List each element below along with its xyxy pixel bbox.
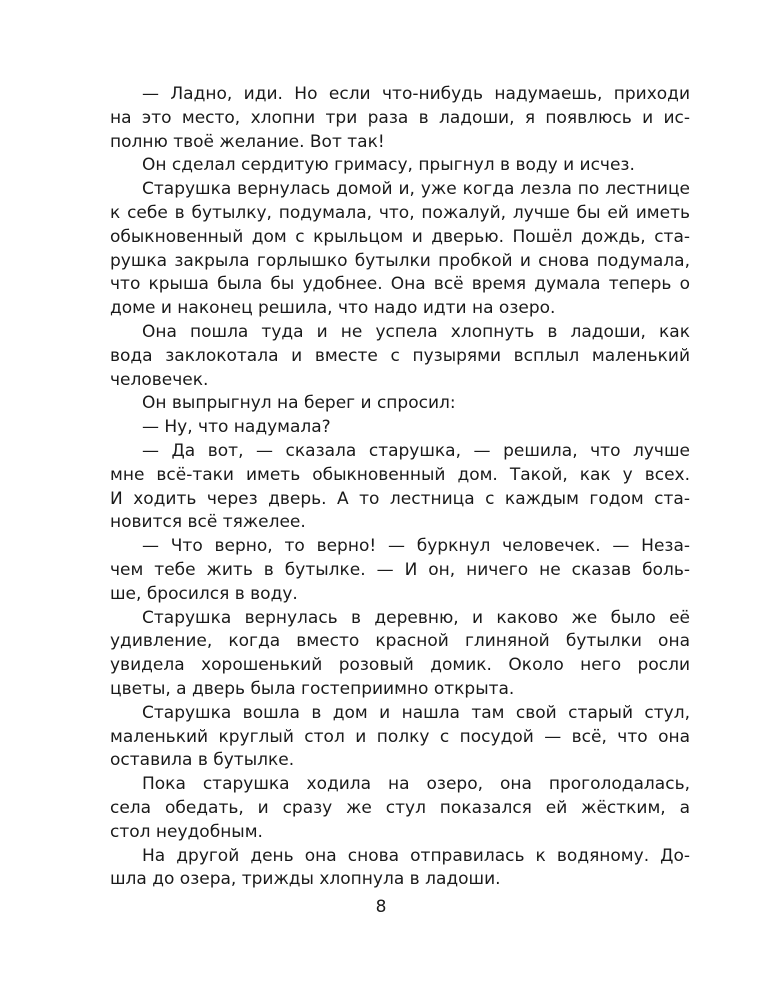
text-line: Он сделал сердитую гримасу, прыгнул в воду и исчез.: [142, 155, 635, 176]
text-line: на это место, хлопни три раза в ладоши, я появлюсь и ис-: [110, 107, 690, 128]
text-line: увидела хорошенький розовый домик. Около него росли: [110, 655, 690, 676]
text-line: Старушка вошла в дом и нашла там свой старый стул,: [142, 702, 690, 723]
text-line: удивление, когда вместо красной глиняной бутылки она: [110, 631, 690, 652]
text-line: Она пошла туда и не успела хлопнуть в ладоши, как: [142, 321, 690, 342]
text-line: — Ну, что надумала?: [142, 417, 331, 438]
text-line: обыкновенный дом с крыльцом и дверью. Пошёл дождь, ста-: [110, 226, 690, 247]
text-line: — Да вот, — сказала старушка, — решила, что лучше: [142, 440, 690, 461]
text-line: мне всё-таки иметь обыкновенный дом. Такой, как у всех.: [110, 464, 690, 485]
text-line: вода заклокотала и вместе с пузырями всплыл маленький: [110, 345, 690, 366]
text-line: ше, бросился в воду.: [110, 583, 298, 604]
text-line: человечек.: [110, 369, 209, 390]
text-line: Он выпрыгнул на берег и спросил:: [142, 393, 456, 414]
text-line: полню твоё желание. Вот так!: [110, 131, 385, 152]
text-line: И ходить через дверь. А то лестница с каждым годом ста-: [110, 488, 690, 509]
page-number: 8: [375, 897, 387, 917]
text-line: что крыша была бы удобнее. Она всё время думала теперь о: [110, 274, 690, 295]
text-line: стол неудобным.: [110, 821, 263, 842]
text-line: — Ладно, иди. Но если что-нибудь надумаешь, приходи: [142, 84, 690, 104]
text-line: Старушка вернулась домой и, уже когда лезла по лестнице: [142, 179, 690, 200]
text-line: новится всё тяжелее.: [110, 512, 306, 533]
text-line: села обедать, и сразу же стул показался ей жёстким, а: [110, 797, 690, 818]
text-line: шла до озера, трижды хлопнула в ладоши.: [110, 869, 501, 890]
text-line: — Что верно, то верно! — буркнул человечек. — Неза-: [142, 536, 690, 557]
text-line: цветы, а дверь была гостеприимно открыта.: [110, 678, 515, 699]
text-line: Старушка вернулась в деревню, и каково же было её: [142, 607, 690, 628]
text-line: Пока старушка ходила на озеро, она проголодалась,: [142, 774, 690, 795]
story-text: [110, 83, 690, 892]
text-line: оставила в бутылке.: [110, 750, 295, 771]
text-line: к себе в бутылку, подумала, что, пожалуй, лучше бы ей иметь: [110, 202, 690, 223]
text-line: На другой день она снова отправилась к водяному. До-: [142, 845, 690, 866]
text-line: маленький круглый стол и полку с посудой — всё, что она: [110, 726, 690, 747]
text-line: доме и наконец решила, что надо идти на озеро.: [110, 298, 556, 319]
text-line: рушка закрыла горлышко бутылки пробкой и снова подумала,: [110, 250, 690, 271]
text-line: чем тебе жить в бутылке. — И он, ничего не сказав боль-: [110, 559, 690, 580]
